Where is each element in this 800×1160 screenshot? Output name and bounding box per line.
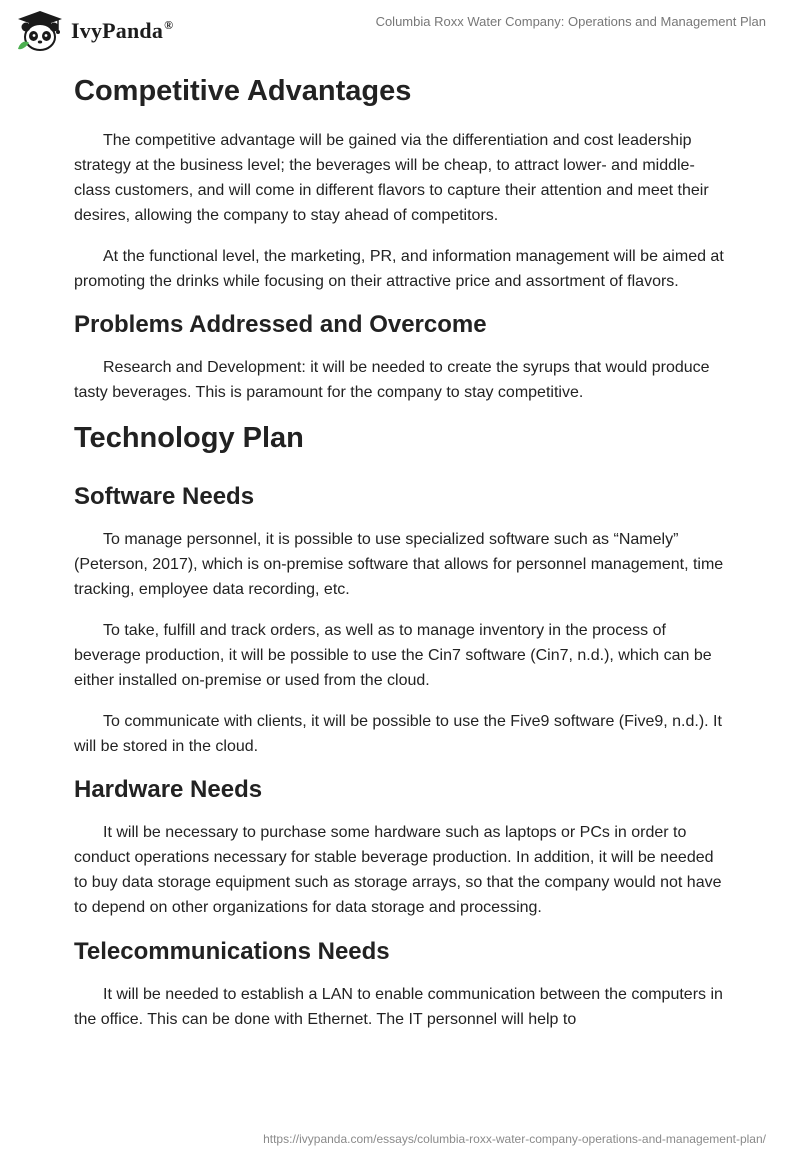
paragraph: The competitive advantage will be gained via the differentiation and cost leadership strategy at the business level; the beverages will be cheap, to attract lower- and middle-class customers, and will come in different flavors to capture their attention and meet their desires, allowing the company to stay ahead of competitors. (74, 132, 709, 224)
heading-telecommunications-needs: Telecommunications Needs (74, 938, 390, 965)
page-header (0, 0, 800, 60)
paragraph: At the functional level, the marketing, PR, and information management will be aimed at promoting the drinks while focusing on their attractive price and assortment of flavors. (74, 248, 724, 290)
paragraph: It will be needed to establish a LAN to enable communication between the computers in the office. This can be done with Ethernet. The IT personnel will help to (74, 986, 723, 1028)
source-url-link[interactable]: https://ivypanda.com/essays/columbia-roxx-water-company-operations-and-management-plan/ (263, 1132, 766, 1146)
heading-software-needs: Software Needs (74, 483, 255, 510)
heading-problems-addressed: Problems Addressed and Overcome (74, 311, 487, 338)
heading-technology-plan: Technology Plan (74, 422, 304, 454)
brand-name: IvyPanda® (71, 18, 174, 43)
paragraph: To take, fulfill and track orders, as well as to manage inventory in the process of beverage production, it will be possible to use the Cin7 software (Cin7, n.d.), which can be either installed on-premise or used from the cloud. (74, 622, 712, 689)
paragraph: To manage personnel, it is possible to use specialized software such as “Namely” (Peterson, 2017), which is on-premise software that allows for personnel management, time tracking, employee data recording, etc. (74, 531, 724, 598)
ivypanda-logo[interactable] (14, 9, 204, 53)
article-body (74, 72, 724, 1032)
paragraph: It will be necessary to purchase some hardware such as laptops or PCs in order to conduct operations necessary for stable beverage production. In addition, it will be needed to buy data storage equipment such as storage arrays, so that the company would not have to depend on other organizations for data storage and processing. (74, 824, 722, 916)
heading-competitive-advantages: Competitive Advantages (74, 75, 412, 107)
heading-hardware-needs: Hardware Needs (74, 776, 263, 803)
panda-graduate-icon (14, 9, 66, 53)
paragraph: To communicate with clients, it will be possible to use the Five9 software (Five9, n.d.). It will be stored in the cloud. (74, 713, 722, 755)
paragraph: Research and Development: it will be needed to create the syrups that would produce tasty beverages. This is paramount for the company to stay competitive. (74, 359, 710, 401)
document-title: Columbia Roxx Water Company: Operations and Management Plan (375, 14, 766, 29)
